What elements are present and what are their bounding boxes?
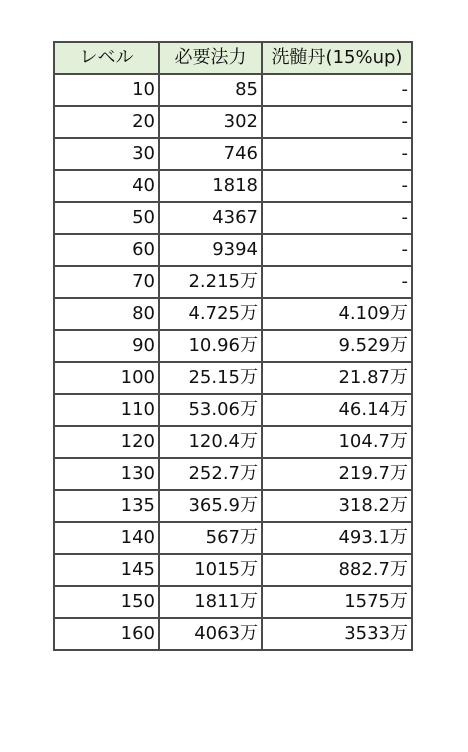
level-cell: 140	[54, 522, 159, 554]
table-row	[54, 586, 412, 618]
level-cell: 60	[54, 234, 159, 266]
required-mana-cell: 252.7万	[159, 458, 262, 490]
table-header	[54, 42, 412, 74]
required-mana-cell: 10.96万	[159, 330, 262, 362]
xisuidan-cell: 493.1万	[262, 522, 412, 554]
table-row	[54, 426, 412, 458]
xisuidan-cell: -	[262, 170, 412, 202]
level-cell: 30	[54, 138, 159, 170]
xisuidan-cell: 104.7万	[262, 426, 412, 458]
required-mana-cell: 1811万	[159, 586, 262, 618]
table-row	[54, 138, 412, 170]
level-cell: 80	[54, 298, 159, 330]
level-cell: 10	[54, 74, 159, 106]
xisuidan-cell: 1575万	[262, 586, 412, 618]
table-row	[54, 234, 412, 266]
table-row	[54, 362, 412, 394]
xisuidan-cell: 882.7万	[262, 554, 412, 586]
level-cell: 100	[54, 362, 159, 394]
xisuidan-cell: 3533万	[262, 618, 412, 650]
required-mana-cell: 567万	[159, 522, 262, 554]
table-row	[54, 170, 412, 202]
required-mana-cell: 25.15万	[159, 362, 262, 394]
xisuidan-cell: -	[262, 266, 412, 298]
table-row	[54, 554, 412, 586]
required-mana-cell: 9394	[159, 234, 262, 266]
xisuidan-cell: 4.109万	[262, 298, 412, 330]
xisuidan-cell: 318.2万	[262, 490, 412, 522]
required-mana-cell: 746	[159, 138, 262, 170]
table-row	[54, 394, 412, 426]
xisuidan-cell: 219.7万	[262, 458, 412, 490]
level-cell: 70	[54, 266, 159, 298]
table-row	[54, 202, 412, 234]
xisuidan-cell: -	[262, 202, 412, 234]
xisuidan-cell: -	[262, 74, 412, 106]
table-row	[54, 106, 412, 138]
xisuidan-cell: -	[262, 138, 412, 170]
level-cell: 160	[54, 618, 159, 650]
table-row	[54, 266, 412, 298]
level-cell: 20	[54, 106, 159, 138]
xisuidan-cell: 21.87万	[262, 362, 412, 394]
header-required-mana: 必要法力	[159, 42, 262, 74]
required-mana-cell: 85	[159, 74, 262, 106]
required-mana-cell: 2.215万	[159, 266, 262, 298]
required-mana-cell: 53.06万	[159, 394, 262, 426]
required-mana-cell: 1015万	[159, 554, 262, 586]
level-cell: 50	[54, 202, 159, 234]
table-row	[54, 74, 412, 106]
header-xisuidan: 洗髄丹(15%up)	[262, 42, 412, 74]
header-row	[54, 42, 412, 74]
xisuidan-cell: -	[262, 106, 412, 138]
level-cell: 145	[54, 554, 159, 586]
required-mana-cell: 365.9万	[159, 490, 262, 522]
xisuidan-cell: -	[262, 234, 412, 266]
table-row	[54, 490, 412, 522]
level-cell: 40	[54, 170, 159, 202]
required-mana-cell: 302	[159, 106, 262, 138]
level-cell: 135	[54, 490, 159, 522]
level-cell: 110	[54, 394, 159, 426]
table-row	[54, 618, 412, 650]
level-cell: 120	[54, 426, 159, 458]
required-mana-cell: 120.4万	[159, 426, 262, 458]
level-table-container	[53, 41, 413, 651]
required-mana-cell: 4367	[159, 202, 262, 234]
table-row	[54, 330, 412, 362]
table-row	[54, 298, 412, 330]
table-row	[54, 522, 412, 554]
table-body	[54, 74, 412, 650]
level-cell: 130	[54, 458, 159, 490]
xisuidan-cell: 46.14万	[262, 394, 412, 426]
required-mana-cell: 4.725万	[159, 298, 262, 330]
xisuidan-cell: 9.529万	[262, 330, 412, 362]
level-cell: 150	[54, 586, 159, 618]
level-table	[53, 41, 413, 651]
table-row	[54, 458, 412, 490]
required-mana-cell: 1818	[159, 170, 262, 202]
header-level: レベル	[54, 42, 159, 74]
required-mana-cell: 4063万	[159, 618, 262, 650]
level-cell: 90	[54, 330, 159, 362]
